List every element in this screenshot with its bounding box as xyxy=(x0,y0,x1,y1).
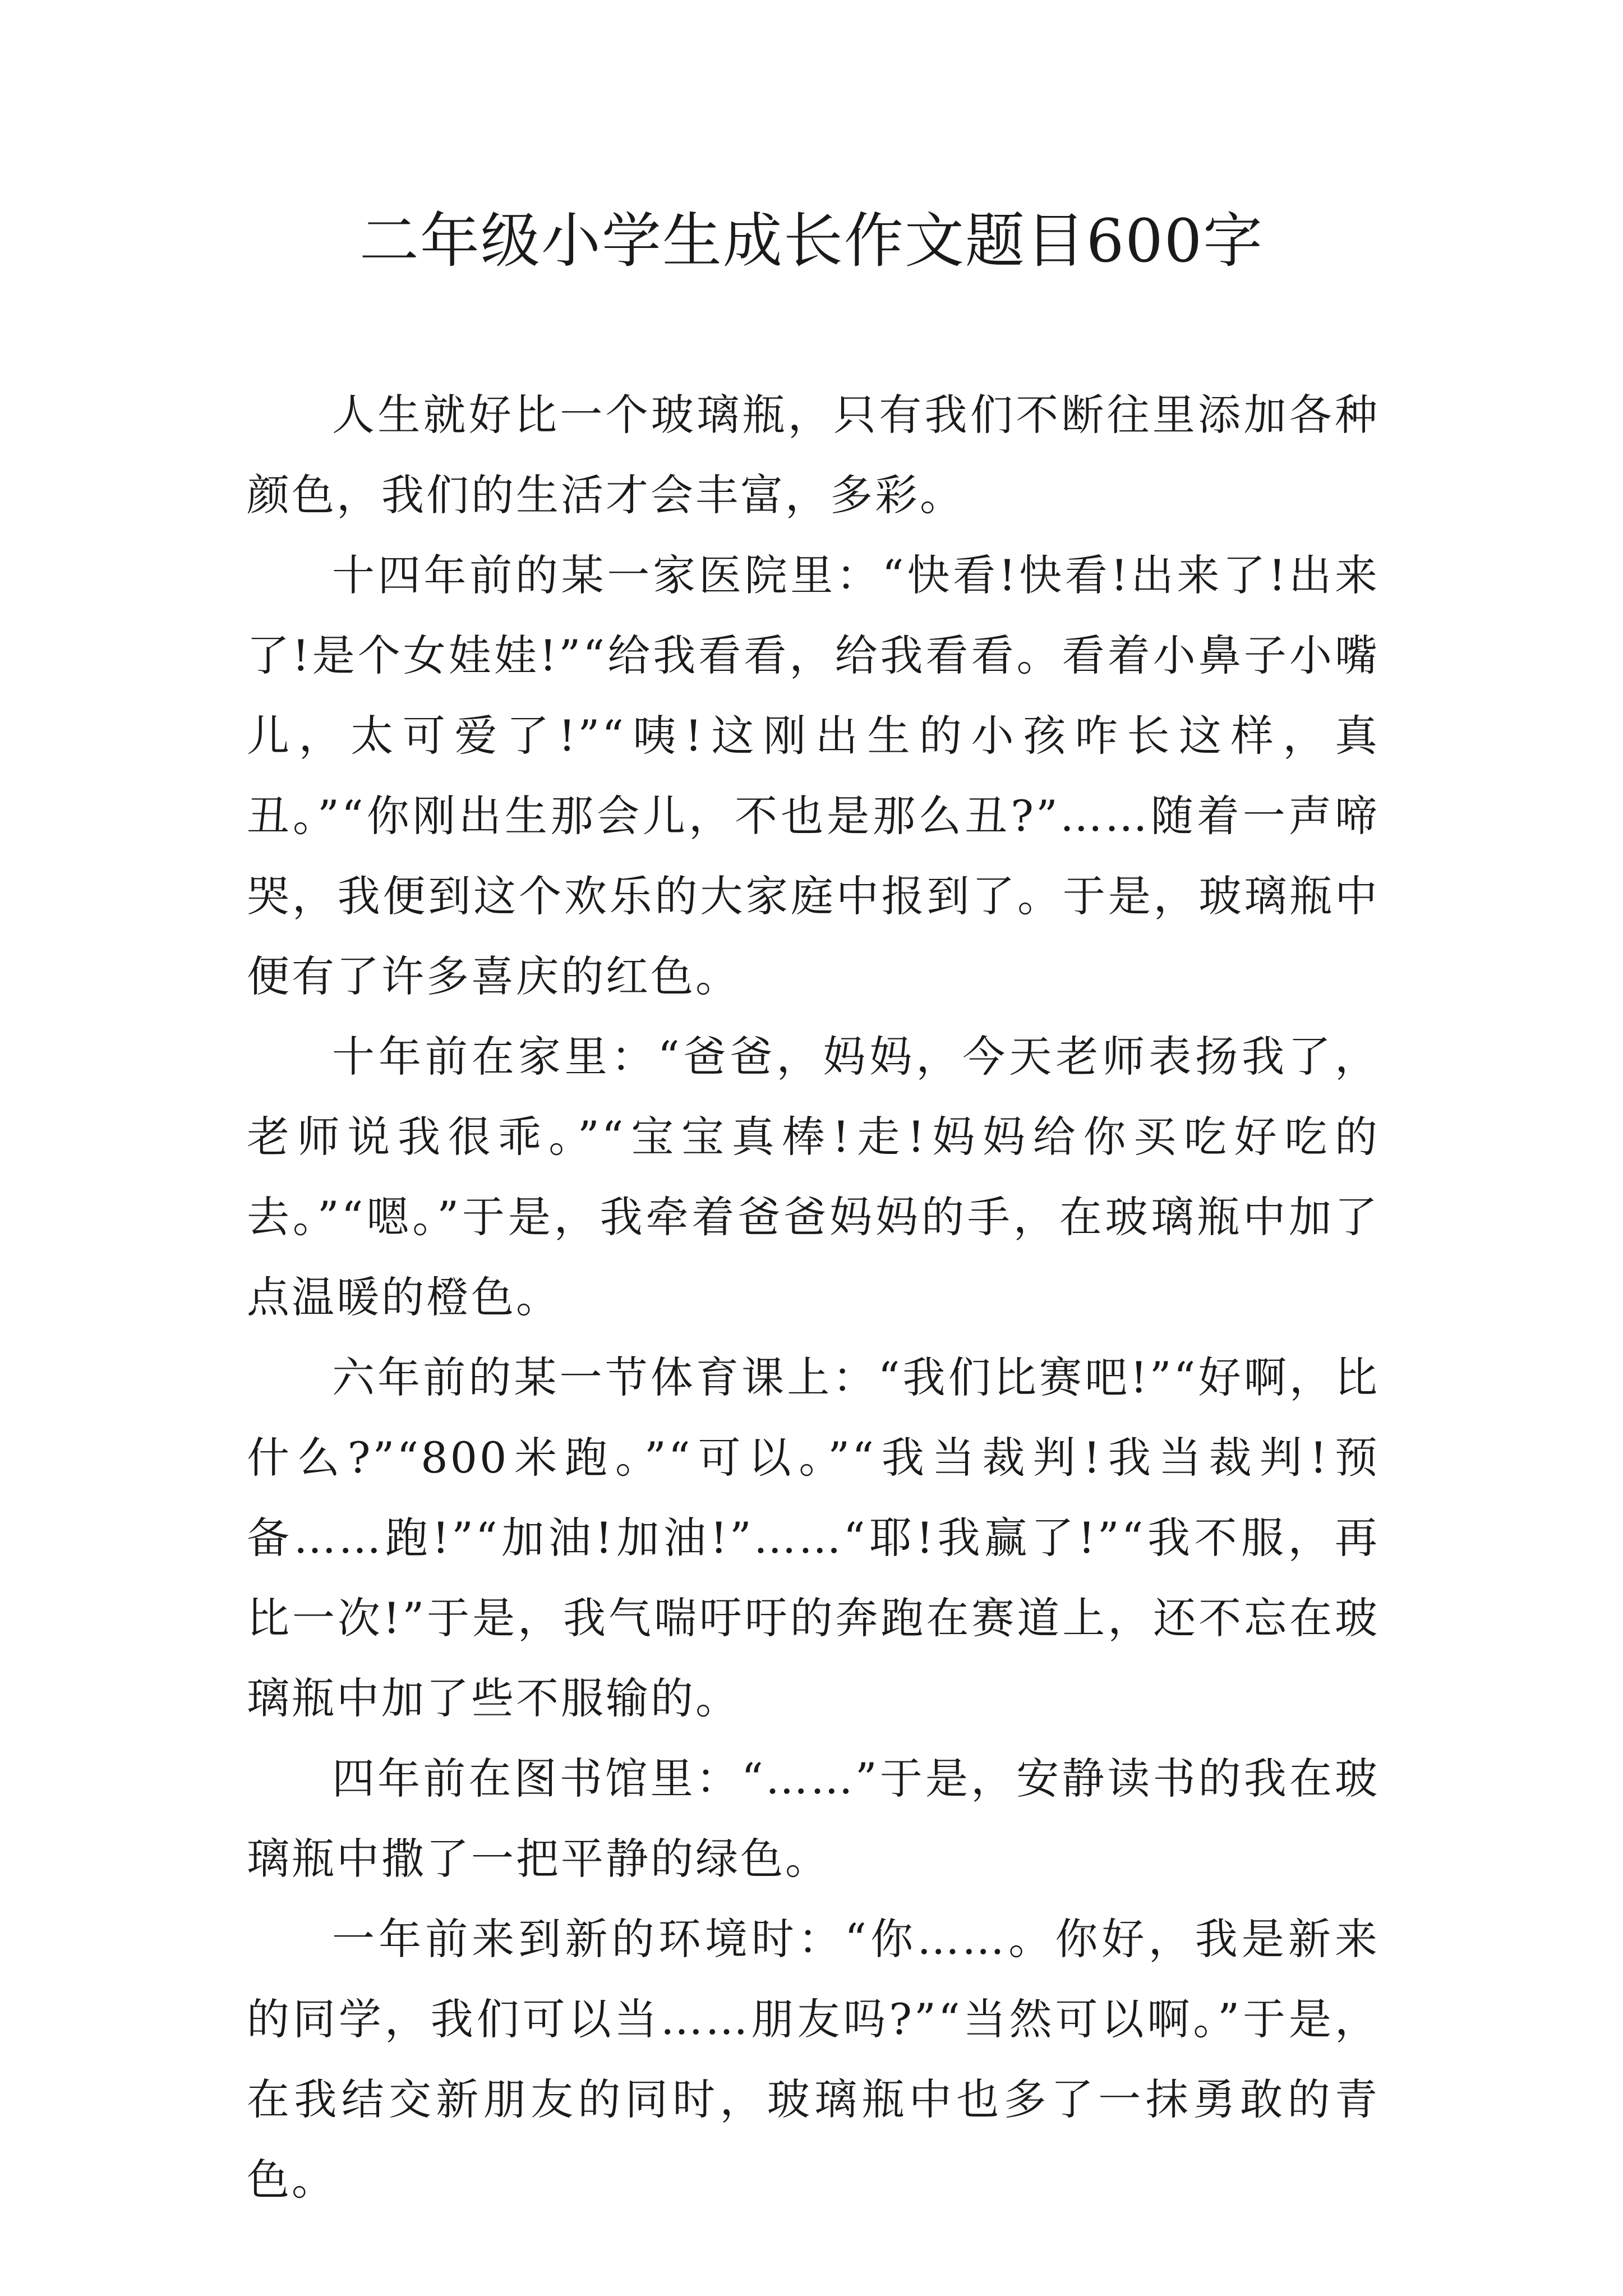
document-body xyxy=(247,375,1380,2220)
paragraph: 四年前在图书馆里：“……”于是，安静读书的我在玻璃瓶中撒了一把平静的绿色。 xyxy=(247,1754,1380,1884)
paragraph: 六年前的某一节体育课上：“我们比赛吧!”“好啊，比什么?”“800米跑。”“可以。”“我当裁判!我当裁判!预备……跑!”“加油!加油!”……“耶!我赢了!”“我不服，再比一次!”于是，我气喘吁吁的奔跑在赛道上，还不忘在玻璃瓶中加了些不服输的。 xyxy=(247,1352,1380,1723)
paragraph: 人生就好比一个玻璃瓶，只有我们不断往里添加各种颜色，我们的生活才会丰富，多彩。 xyxy=(247,390,1380,520)
document-title: 二年级小学生成长作文题目600字 xyxy=(359,206,1264,275)
paragraph: 十四年前的某一家医院里：“快看!快看!出来了!出来了!是个女娃娃!”“给我看看，给我看看。看着小鼻子小嘴儿，太可爱了!”“咦!这刚出生的小孩咋长这样，真丑。”“你刚出生那会儿，不也是那么丑?”……随着一声啼哭，我便到这个欢乐的大家庭中报到了。于是，玻璃瓶中便有了许多喜庆的红色。 xyxy=(247,550,1380,1001)
paragraph: 一年前来到新的环境时：“你……。你好，我是新来的同学，我们可以当……朋友吗?”“当然可以啊。”于是，在我结交新朋友的同时，玻璃瓶中也多了一抹勇敢的青色。 xyxy=(247,1914,1380,2205)
paragraph: 十年前在家里：“爸爸，妈妈，今天老师表扬我了，老师说我很乖。”“宝宝真棒!走!妈妈给你买吃好吃的去。”“嗯。”于是，我牵着爸爸妈妈的手，在玻璃瓶中加了点温暖的橙色。 xyxy=(247,1032,1380,1322)
